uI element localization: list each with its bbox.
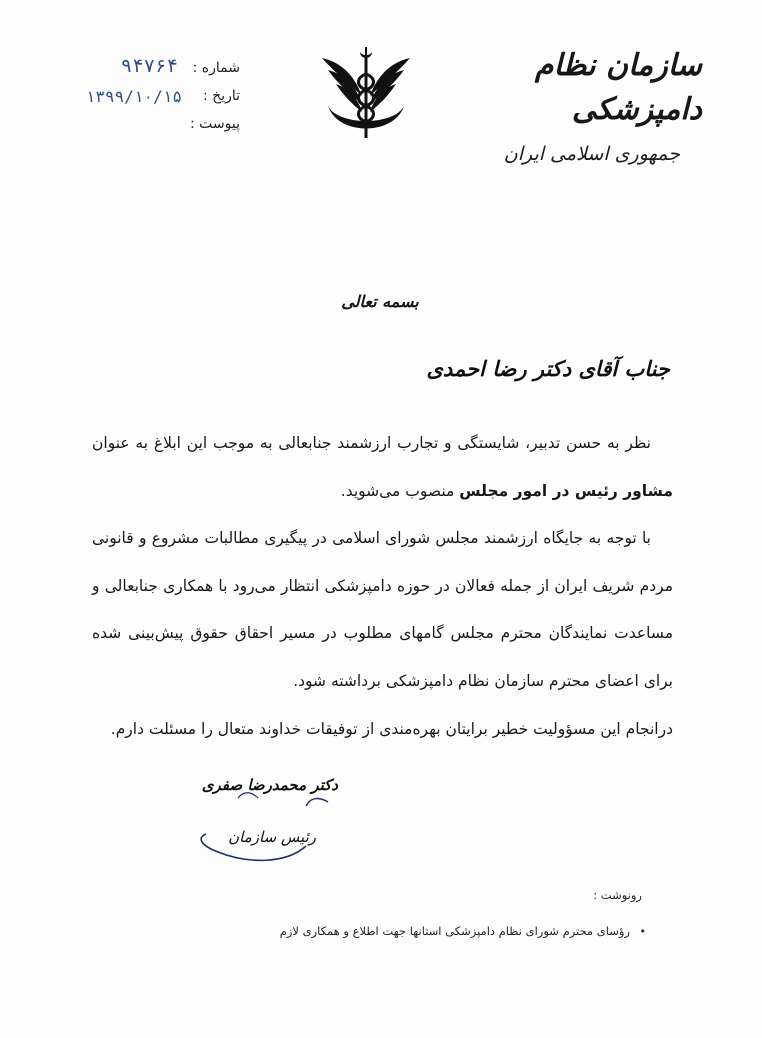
org-header — [452, 44, 702, 168]
cc-item — [280, 924, 646, 938]
signatory-title: رئیس سازمان — [228, 828, 316, 846]
paragraph-appointment — [92, 420, 673, 515]
cc-label: رونوشت : — [593, 888, 642, 902]
organization-emblem-icon — [316, 44, 416, 144]
attachment-label: پیوست : — [190, 116, 240, 132]
appointment-role: مشاور رئیس در امور مجلس — [459, 481, 673, 500]
meta-fields — [70, 55, 240, 144]
letter-body — [92, 420, 673, 753]
date-value: ۱۳۹۹/۱۰/۱۵ — [85, 87, 182, 106]
paragraph-closing: درانجام این مسؤولیت خطیر برایتان بهره‌مندی از توفیقات خداوند متعال را مسئلت دارم. — [110, 719, 673, 738]
cc-list — [280, 924, 646, 938]
basmala: بسمه تعالی — [341, 292, 419, 311]
number-value: ۹۴۷۶۴ — [120, 55, 178, 77]
paragraph-1-tail: منصوب می‌شوید. — [340, 481, 455, 500]
number-row — [70, 55, 240, 88]
number-label: شماره : — [192, 60, 240, 76]
date-row — [70, 88, 240, 116]
signature-block — [178, 768, 338, 868]
org-country: جمهوری اسلامی ایران — [503, 143, 680, 165]
org-name: سازمان نظام دامپزشکی — [534, 48, 702, 127]
bullet-icon: • — [639, 925, 646, 938]
attachment-row — [70, 116, 240, 144]
date-label: تاریخ : — [202, 88, 240, 104]
signatory-name: دکتر محمدرضا صفری — [201, 776, 338, 794]
salutation: جناب آقای دکتر رضا احمدی — [426, 356, 670, 381]
paragraph-expectations: با توجه به جایگاه ارزشمند مجلس شورای اسلامی در پیگیری مطالبات مشروع و قانونی مردم شریف ایران از جمله فعالان در حوزه دامپزشکی انتظار می‌رود با همکاری جنابعالی و مساعدت نمایندگان محترم مجلس گامهای مطلوب در مسیر احقاق حقوق پیش‌بینی شده برای اعضای محترم سازمان نظام دامپزشکی برداشته شود. — [92, 529, 673, 690]
paragraph-1-text: نظر به حسن تدبیر، شایستگی و تجارب ارزشمند جنابعالی به موجب این ابلاغ به عنوان — [92, 434, 651, 452]
cc-item-text: رؤسای محترم شورای نظام دامپزشکی استانها جهت اطلاع و همکاری لازم — [279, 924, 630, 938]
